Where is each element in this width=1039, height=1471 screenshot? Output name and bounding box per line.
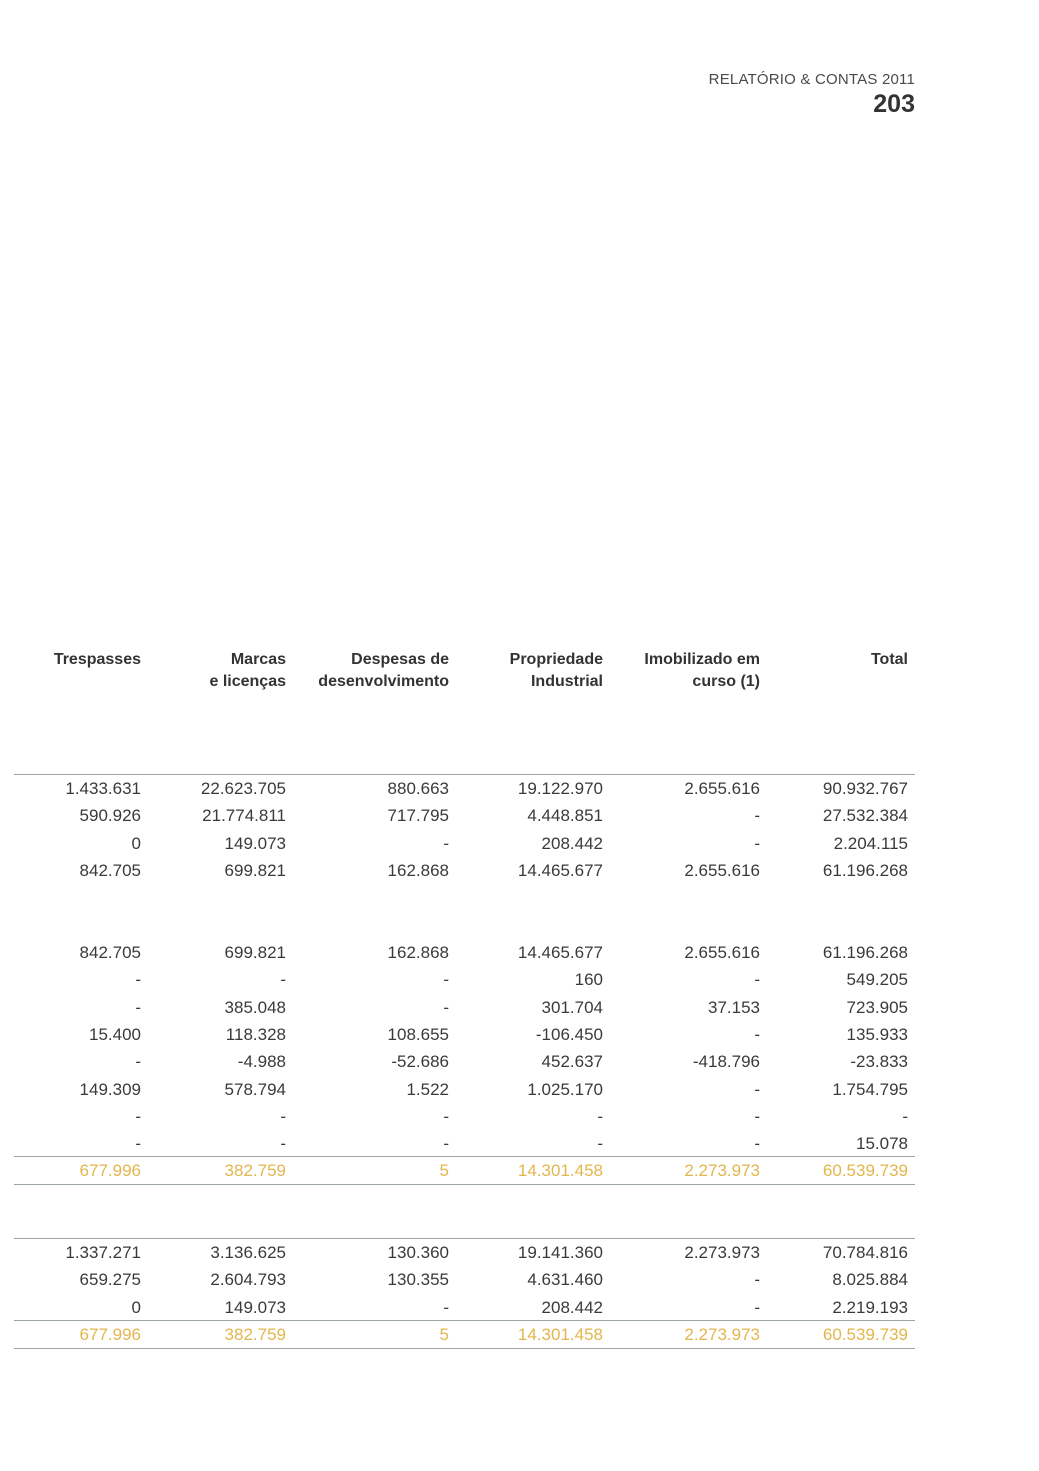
table-cell: - — [597, 1134, 603, 1154]
table-cell: 2.273.973 — [684, 1161, 760, 1180]
table-cell: 842.705 — [79, 860, 141, 880]
table-cell: 4.631.460 — [527, 1270, 603, 1290]
table-cell: 578.794 — [224, 1079, 286, 1099]
table-cell: - — [135, 970, 141, 990]
table-cell: - — [754, 1024, 760, 1044]
col-header-despesas: Despesas de desenvolvimento — [318, 651, 449, 690]
table-cell: 677.996 — [79, 1161, 141, 1180]
table-cell: - — [280, 970, 286, 990]
table-cell: - — [754, 833, 760, 853]
table-cell: - — [754, 970, 760, 990]
table-cell: 723.905 — [846, 997, 908, 1017]
table-cell: - — [443, 1297, 449, 1317]
table-cell: 2.655.616 — [684, 779, 760, 798]
table-cell: 27.532.384 — [822, 806, 908, 826]
table-cell: 130.355 — [387, 1270, 449, 1290]
col-header-propriedade: Propriedade Industrial — [509, 651, 603, 690]
table-cell: 717.795 — [387, 806, 449, 826]
table-cell: -23.833 — [850, 1052, 908, 1072]
table-cell: 162.868 — [387, 943, 449, 962]
table-cell: 880.663 — [387, 779, 449, 798]
table-cell: 37.153 — [708, 997, 760, 1017]
table-cell: -418.796 — [692, 1052, 760, 1072]
table-row — [0, 1048, 1039, 1075]
table-cell: - — [443, 833, 449, 853]
table-cell: - — [135, 997, 141, 1017]
table-cell: 208.442 — [541, 1297, 603, 1317]
table-divider — [14, 1348, 915, 1349]
table-row — [0, 857, 1039, 884]
table-cell: 14.301.458 — [517, 1161, 603, 1180]
table-cell: 1.433.631 — [65, 779, 141, 798]
table-cell: 2.655.616 — [684, 860, 760, 880]
table-cell: - — [443, 997, 449, 1017]
table-cell: 21.774.811 — [202, 806, 286, 826]
table-cell: 2.219.193 — [832, 1297, 908, 1317]
table-cell: 2.655.616 — [684, 943, 760, 962]
table-cell: 382.759 — [224, 1325, 286, 1344]
table-cell: 699.821 — [224, 860, 286, 880]
table-cell: 0 — [131, 833, 141, 853]
table-cell: 452.637 — [541, 1052, 603, 1072]
table-row — [0, 1103, 1039, 1130]
table-cell: 677.996 — [79, 1325, 141, 1344]
table-cell: 22.623.705 — [200, 779, 286, 798]
table-row — [0, 966, 1039, 993]
table-cell: - — [754, 1134, 760, 1154]
table-cell: 60.539.739 — [822, 1325, 908, 1344]
table-cell: 14.301.458 — [517, 1325, 603, 1344]
table-cell: -4.988 — [237, 1052, 286, 1072]
table-cell: 130.360 — [387, 1243, 449, 1262]
table-cell: 15.400 — [89, 1024, 141, 1044]
table-cell: 149.073 — [224, 833, 286, 853]
table-cell: 385.048 — [224, 997, 286, 1017]
table-cell: 5 — [439, 1161, 449, 1180]
table-cell: 301.704 — [541, 997, 603, 1017]
total-row — [0, 1321, 1039, 1348]
table-row — [0, 1076, 1039, 1103]
table-cell: 160 — [574, 970, 603, 990]
table-cell: - — [754, 1106, 760, 1126]
table-cell: 5 — [439, 1325, 449, 1344]
col-header-total: Total — [870, 651, 908, 668]
table-cell: - — [754, 806, 760, 826]
table-cell: 60.539.739 — [822, 1161, 908, 1180]
table-row — [0, 994, 1039, 1021]
table-row — [0, 1021, 1039, 1048]
table-row — [0, 1130, 1039, 1157]
report-title: RELATÓRIO & CONTAS 2011 — [708, 71, 915, 88]
table-cell: - — [135, 1134, 141, 1154]
table-cell: 2.273.973 — [684, 1325, 760, 1344]
table-cell: 8.025.884 — [832, 1270, 908, 1290]
table-cell: 149.309 — [79, 1079, 141, 1099]
table-row — [0, 830, 1039, 857]
table-cell: - — [280, 1134, 286, 1154]
table-cell: 2.204.115 — [833, 833, 908, 853]
col-header-imobilizado: Imobilizado em curso (1) — [644, 651, 760, 690]
table-cell: 19.141.360 — [517, 1243, 603, 1262]
page-number: 203 — [873, 90, 915, 118]
table-cell: - — [902, 1106, 908, 1126]
table-cell: 61.196.268 — [822, 860, 908, 880]
table-cell: 2.604.793 — [210, 1270, 286, 1290]
table-cell: - — [443, 1106, 449, 1126]
table-cell: -106.450 — [535, 1024, 603, 1044]
table-cell: - — [280, 1106, 286, 1126]
table-cell: 842.705 — [79, 943, 141, 962]
table-cell: 135.933 — [846, 1024, 908, 1044]
table-cell: 4.448.851 — [527, 806, 603, 826]
table-cell: - — [754, 1270, 760, 1290]
table-cell: 1.337.271 — [65, 1243, 141, 1262]
table-cell: 2.273.973 — [684, 1243, 760, 1262]
table-cell: 14.465.677 — [517, 860, 603, 880]
table-cell: - — [754, 1079, 760, 1099]
table-cell: 590.926 — [79, 806, 141, 826]
table-cell: 108.655 — [387, 1024, 449, 1044]
table-cell: 90.932.767 — [822, 779, 908, 798]
table-row — [0, 1239, 1039, 1266]
table-cell: 0 — [131, 1297, 141, 1317]
table-cell: 549.205 — [846, 970, 908, 990]
table-cell: 14.465.677 — [517, 943, 603, 962]
table-row — [0, 802, 1039, 829]
col-header-marcas: Marcas e licenças — [209, 651, 286, 690]
table-divider — [14, 1184, 915, 1185]
table-cell: 70.784.816 — [822, 1243, 908, 1262]
table-cell: 61.196.268 — [822, 943, 908, 962]
table-row — [0, 775, 1039, 802]
total-row — [0, 1157, 1039, 1184]
table-cell: 1.025.170 — [527, 1079, 603, 1099]
table-cell: 15.078 — [856, 1134, 908, 1154]
table-cell: 162.868 — [387, 860, 449, 880]
table-cell: - — [754, 1297, 760, 1317]
table-row — [0, 1294, 1039, 1321]
table-cell: 659.275 — [79, 1270, 141, 1290]
table-cell: 382.759 — [224, 1161, 286, 1180]
table-cell: - — [443, 1134, 449, 1154]
table-row — [0, 939, 1039, 966]
table-cell: 1.522 — [406, 1079, 449, 1099]
table-cell: 118.328 — [225, 1024, 286, 1044]
table-cell: - — [135, 1052, 141, 1072]
col-header-trespasses: Trespasses — [53, 651, 141, 668]
table-cell: 208.442 — [541, 833, 603, 853]
table-row — [0, 1266, 1039, 1293]
table-cell: 1.754.795 — [832, 1079, 908, 1099]
table-cell: -52.686 — [391, 1052, 449, 1072]
table-cell: 149.073 — [224, 1297, 286, 1317]
table-cell: - — [597, 1106, 603, 1126]
table-cell: 19.122.970 — [517, 779, 603, 798]
table-cell: 3.136.625 — [210, 1243, 286, 1262]
table-cell: - — [443, 970, 449, 990]
table-cell: 699.821 — [224, 943, 286, 962]
table-cell: - — [135, 1106, 141, 1126]
